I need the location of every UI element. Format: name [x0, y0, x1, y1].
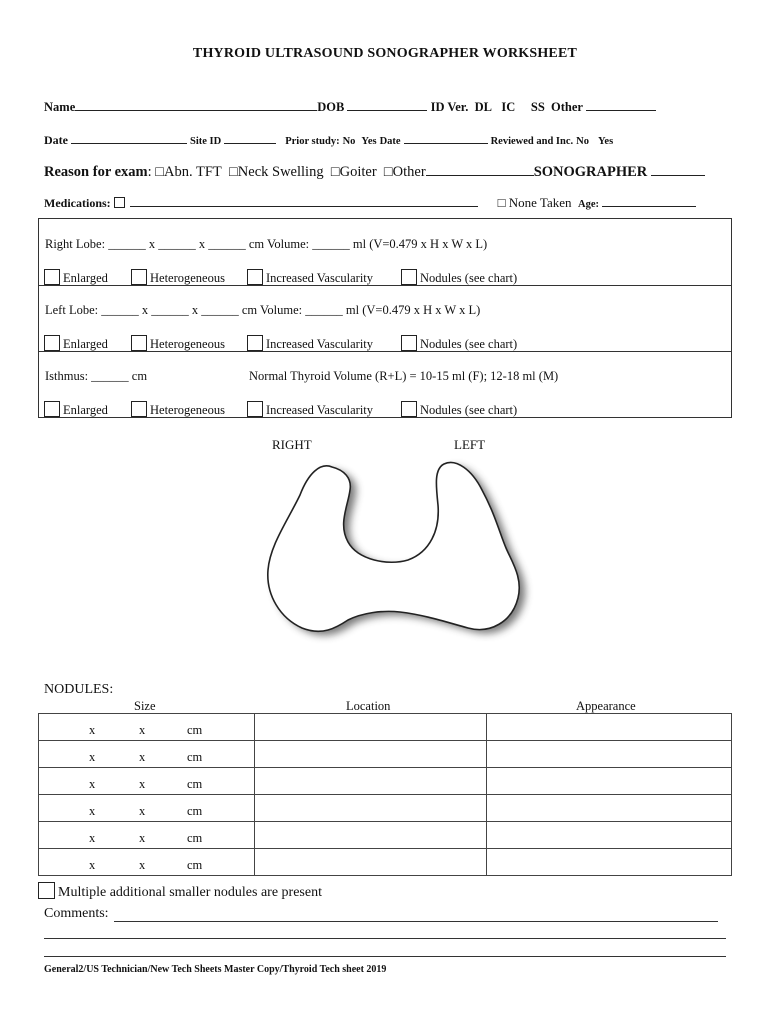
right-lobe-measure[interactable]: Right Lobe: ______ x ______ x ______ cm Volume: ______ ml (V=0.479 x H x W x L) [45, 237, 488, 251]
medications-field[interactable] [130, 194, 478, 207]
name-field[interactable] [75, 98, 317, 111]
id-option-other[interactable]: Other [551, 100, 583, 114]
normal-volume-note: Normal Thyroid Volume (R+L) = 10-15 ml (F); 12-18 ml (M) [249, 369, 559, 383]
prior-date-field[interactable] [404, 131, 488, 144]
lobes-section [38, 218, 732, 418]
age-label: Age: [578, 199, 600, 210]
diagram-right-label: RIGHT [272, 437, 312, 452]
comments-field[interactable] [114, 921, 718, 922]
multiple-nodules-option[interactable] [38, 882, 322, 901]
none-taken-option[interactable]: □ None Taken [497, 195, 572, 210]
reason-other-field[interactable] [426, 163, 534, 176]
medications-row [44, 194, 696, 211]
size-x: x [139, 777, 146, 791]
page-title: THYROID ULTRASOUND SONOGRAPHER WORKSHEET [192, 46, 578, 61]
reason-option-other[interactable]: □Other [383, 164, 426, 180]
sonographer-label: SONOGRAPHER [533, 164, 648, 180]
size-x: x [139, 723, 146, 737]
size-x: x [139, 804, 146, 818]
left-lobe-measure[interactable]: Left Lobe: ______ x ______ x ______ cm Volume: ______ ml (V=0.479 x H x W x L) [45, 303, 481, 317]
size-unit: cm [187, 804, 203, 818]
nodule-location-cell[interactable] [255, 795, 487, 822]
table-row [39, 795, 732, 822]
isthmus-vascularity-checkbox[interactable]: Increased Vascularity [247, 401, 373, 418]
isthmus-options [44, 401, 734, 419]
nodules-table [38, 713, 732, 876]
reviewed-yes-option[interactable]: Yes [597, 136, 614, 147]
table-row [39, 741, 732, 768]
nodule-appearance-cell[interactable] [487, 768, 732, 795]
name-row [44, 98, 656, 115]
nodule-appearance-cell[interactable] [487, 849, 732, 876]
left-enlarged-checkbox[interactable]: Enlarged [44, 335, 108, 352]
size-unit: cm [187, 777, 203, 791]
table-row [39, 849, 732, 876]
size-x: x [89, 777, 96, 791]
medications-checkbox[interactable] [114, 197, 125, 208]
nodule-size-cell[interactable] [39, 768, 255, 795]
table-row [39, 714, 732, 741]
size-x: x [139, 750, 146, 764]
site-id-label: Site ID [190, 136, 222, 147]
thyroid-diagram [250, 450, 540, 665]
size-x: x [139, 858, 146, 872]
nodule-location-cell[interactable] [255, 768, 487, 795]
nodule-size-cell[interactable] [39, 822, 255, 849]
prior-study-label: Prior study: [285, 136, 340, 147]
isthmus-heterogeneous-checkbox[interactable]: Heterogeneous [131, 401, 225, 418]
footer-text: General2/US Technician/New Tech Sheets Master Copy/Thyroid Tech sheet 2019 [44, 964, 387, 975]
table-row [39, 822, 732, 849]
prior-yes-option[interactable]: Yes [361, 136, 377, 147]
comments-label: Comments: [44, 906, 109, 921]
multiple-nodules-label: Multiple additional smaller nodules are present [58, 885, 322, 900]
size-x: x [89, 831, 96, 845]
nodule-location-cell[interactable] [255, 741, 487, 768]
medications-label: Medications: [44, 196, 111, 210]
nodule-appearance-cell[interactable] [487, 714, 732, 741]
isthmus-nodules-checkbox[interactable]: Nodules (see chart) [401, 401, 517, 418]
nodule-appearance-cell[interactable] [487, 741, 732, 768]
reviewed-no-option[interactable]: No [576, 136, 589, 147]
id-ver-label: ID Ver. [430, 100, 469, 114]
table-row [39, 768, 732, 795]
right-vascularity-checkbox[interactable]: Increased Vascularity [247, 269, 373, 286]
nodules-header-appearance: Appearance [576, 699, 636, 713]
reviewed-label: Reviewed and Inc. [490, 136, 574, 147]
size-x: x [89, 723, 96, 737]
size-unit: cm [187, 750, 203, 764]
nodule-size-cell[interactable] [39, 714, 255, 741]
divider [39, 351, 731, 352]
sonographer-field[interactable] [651, 163, 705, 176]
name-label: Name [44, 100, 76, 114]
site-id-field[interactable] [224, 131, 276, 144]
id-other-field[interactable] [586, 98, 656, 111]
size-unit: cm [187, 723, 203, 737]
right-heterogeneous-checkbox[interactable]: Heterogeneous [131, 269, 225, 286]
nodules-header-location: Location [346, 699, 391, 713]
size-x: x [139, 831, 146, 845]
size-x: x [89, 750, 96, 764]
multiple-nodules-checkbox[interactable] [38, 882, 55, 899]
size-x: x [89, 858, 96, 872]
reason-row: Reason for exam: □Abn. TFT □Neck Swelling □Goiter □Other SONOGRAPHER [44, 163, 705, 181]
id-option-dl[interactable]: DL [474, 100, 492, 114]
reason-option-abn-tft[interactable]: □Abn. TFT [155, 164, 222, 180]
dob-label: DOB [317, 100, 345, 114]
prior-no-option[interactable]: No [342, 136, 356, 147]
reason-option-goiter[interactable]: □Goiter [330, 164, 377, 180]
isthmus-measure[interactable]: Isthmus: ______ cm [45, 369, 148, 383]
nodule-location-cell[interactable] [255, 849, 487, 876]
right-enlarged-checkbox[interactable]: Enlarged [44, 269, 108, 286]
nodules-header-size: Size [134, 699, 156, 713]
reason-option-neck-swelling[interactable]: □Neck Swelling [229, 164, 324, 180]
nodule-appearance-cell[interactable] [487, 822, 732, 849]
comments-line[interactable] [44, 956, 726, 957]
id-option-ic[interactable]: IC [501, 100, 516, 114]
dob-field[interactable] [347, 98, 427, 111]
date-row [44, 131, 613, 148]
size-unit: cm [187, 858, 203, 872]
left-heterogeneous-checkbox[interactable]: Heterogeneous [131, 335, 225, 352]
nodule-size-cell[interactable] [39, 795, 255, 822]
divider [39, 285, 731, 286]
nodule-appearance-cell[interactable] [487, 795, 732, 822]
nodule-size-cell[interactable] [39, 741, 255, 768]
date-field[interactable] [71, 131, 187, 144]
comments-line[interactable] [44, 938, 726, 939]
nodules-title: NODULES: [44, 682, 114, 697]
prior-date-label: Date [379, 136, 401, 147]
left-nodules-checkbox[interactable]: Nodules (see chart) [401, 335, 517, 352]
diagram-left-label: LEFT [454, 437, 486, 452]
nodule-location-cell[interactable] [255, 714, 487, 741]
id-option-ss[interactable]: SS [530, 100, 545, 114]
nodule-location-cell[interactable] [255, 822, 487, 849]
reason-label: Reason for exam [44, 164, 148, 180]
size-unit: cm [187, 831, 203, 845]
right-nodules-checkbox[interactable]: Nodules (see chart) [401, 269, 517, 286]
nodule-size-cell[interactable] [39, 849, 255, 876]
isthmus-enlarged-checkbox[interactable]: Enlarged [44, 401, 108, 418]
age-field[interactable] [602, 194, 696, 207]
date-label: Date [44, 133, 68, 147]
left-vascularity-checkbox[interactable]: Increased Vascularity [247, 335, 373, 352]
size-x: x [89, 804, 96, 818]
